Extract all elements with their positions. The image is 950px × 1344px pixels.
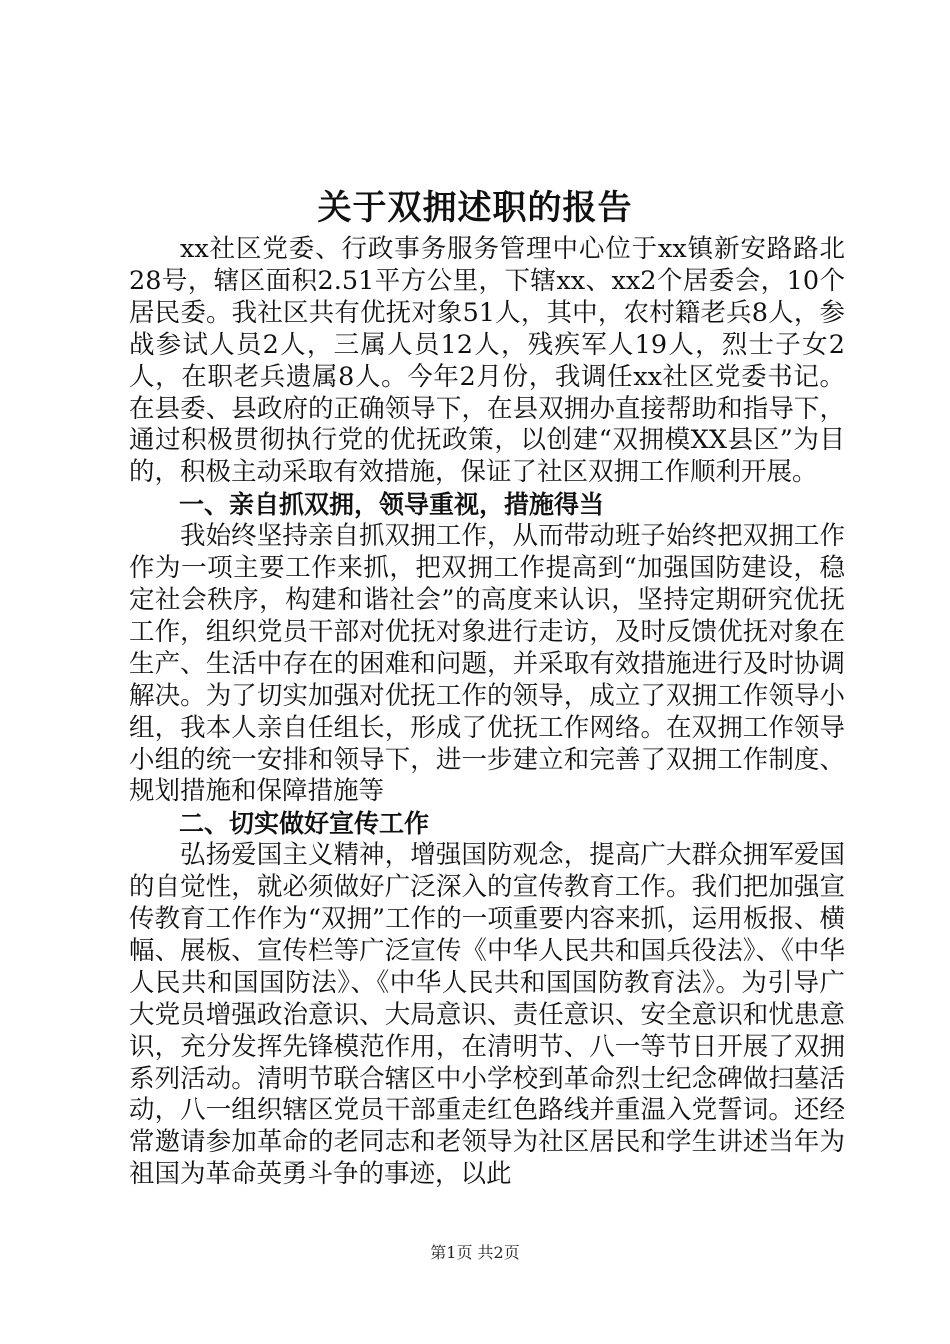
- page-footer: 第1页 共2页: [430, 1243, 520, 1262]
- section-heading-2: 二、切实做好宣传工作: [179, 809, 430, 839]
- section-heading-1: 一、亲自抓双拥，领导重视，措施得当: [179, 490, 605, 520]
- document-title: 关于双拥述职的报告: [317, 188, 633, 228]
- section-1-paragraph: 我始终坚持亲自抓双拥工作，从而带动班子始终把双拥工作作为一项主要工作来抓，把双拥工作提高到“加强国防建设，稳定社会秩序，构建和谐社会”的高度来认识，坚持定期研究优抚工作，组织党员干部对优抚对象进行走访，及时反馈优抚对象在生产、生活中存在的困难和问题，并采取有效措施进行及时协调解决。为了切实加强对优抚工作的领导，成立了双拥工作领导小组，我本人亲自任组长，形成了优抚工作网络。在双拥工作领导小组的统一安排和领导下，进一步建立和完善了双拥工作制度、规划措施和保障措施等: [129, 521, 845, 807]
- document-body: [129, 234, 845, 1191]
- intro-paragraph: xx社区党委、行政事务服务管理中心位于xx镇新安路路北28号，辖区面积2.51平方公里，下辖xx、xx2个居委会，10个居民委。我社区共有优抚对象51人，其中，农村籍老兵8人，参战参试人员2人，三属人员12人，残疾军人19人，烈士子女2人，在职老兵遗属8人。今年2月份，我调任xx社区党委书记。在县委、县政府的正确领导下，在县双拥办直接帮助和指导下，通过积极贯彻执行党的优抚政策，以创建“双拥模XX县区”为目的，积极主动采取有效措施，保证了社区双拥工作顺利开展。: [129, 234, 845, 488]
- section-2-paragraph: 弘扬爱国主义精神，增强国防观念，提高广大群众拥军爱国的自觉性，就必须做好广泛深入的宣传教育工作。我们把加强宣传教育工作作为“双拥”工作的一项重要内容来抓，运用板报、横幅、展板、宣传栏等广泛宣传《中华人民共和国兵役法》、《中华人民共和国国防法》、《中华人民共和国国防教育法》。为引导广大党员增强政治意识、大局意识、责任意识、安全意识和忧患意识，充分发挥先锋模范作用，在清明节、八一等节日开展了双拥系列活动。清明节联合辖区中小学校到革命烈士纪念碑做扫墓活动，八一组织辖区党员干部重走红色路线并重温入党誓词。还经常邀请参加革命的老同志和老领导为社区居民和学生讲述当年为祖国为革命英勇斗争的事迹，以此: [129, 840, 845, 1190]
